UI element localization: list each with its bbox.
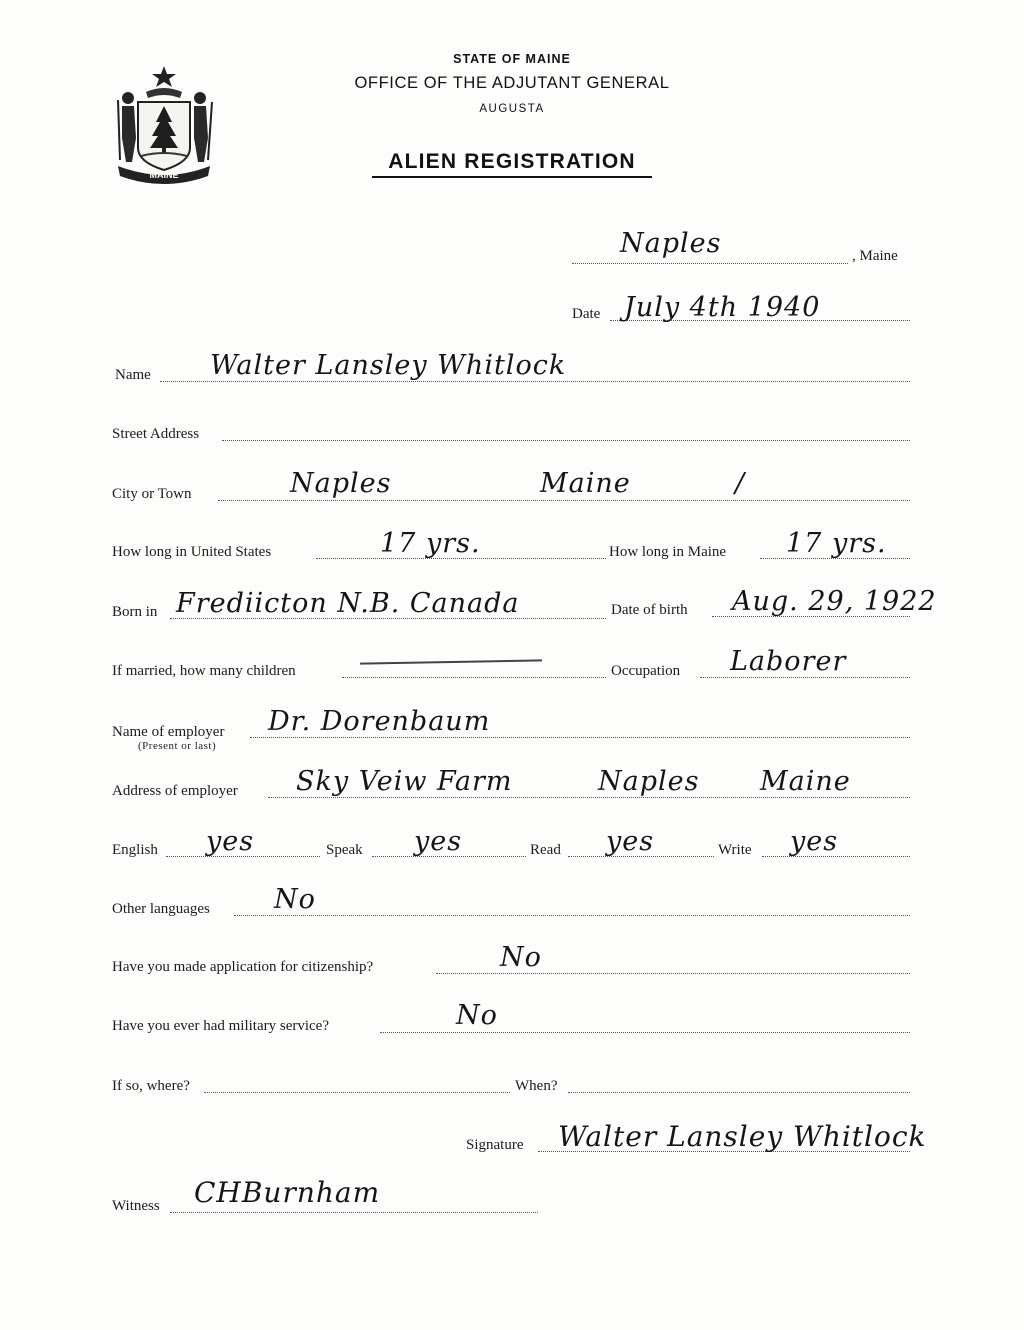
english-entry: yes — [206, 826, 255, 857]
children-line — [342, 677, 606, 678]
read-entry: yes — [606, 826, 655, 857]
date-label: Date — [572, 306, 601, 322]
other-languages-line — [234, 915, 910, 916]
name-entry: Walter Lansley Whitlock — [210, 350, 567, 381]
city-label: City or Town — [112, 486, 192, 502]
citizenship-label: Have you made application for citizenship? — [112, 959, 374, 975]
occupation-entry: Laborer — [730, 646, 847, 677]
employer-address-line — [268, 797, 910, 798]
speak-label: Speak — [326, 842, 363, 858]
where-line — [204, 1092, 510, 1093]
where-label: If so, where? — [112, 1078, 190, 1094]
occupation-line — [700, 677, 910, 678]
english-label: English — [112, 842, 158, 858]
employer-label: Name of employer — [112, 724, 225, 740]
date-of-birth-entry: Aug. 29, 1922 — [732, 586, 937, 617]
name-label: Name — [115, 367, 151, 383]
street-label: Street Address — [112, 426, 200, 442]
place-line — [572, 263, 848, 264]
place-entry: Naples — [620, 228, 722, 259]
citizenship-line — [436, 973, 910, 974]
employer-address-label: Address of employer — [112, 783, 238, 799]
how-long-maine-entry: 17 yrs. — [786, 528, 887, 559]
other-languages-entry: No — [274, 884, 316, 915]
seal-banner-text: MAINE — [149, 170, 179, 180]
born-in-label: Born in — [112, 604, 158, 620]
witness-line — [170, 1212, 538, 1213]
header-city: AUGUSTA — [479, 103, 545, 115]
how-long-us-entry: 17 yrs. — [380, 528, 481, 559]
employer-line — [250, 737, 910, 738]
city-line — [218, 500, 910, 501]
header-state: STATE OF MAINE — [453, 52, 571, 66]
occupation-label: Occupation — [611, 663, 681, 679]
other-languages-label: Other languages — [112, 901, 210, 917]
employer-note: (Present or last) — [138, 740, 217, 752]
signature-label: Signature — [466, 1137, 524, 1153]
military-line — [380, 1032, 910, 1033]
employer-entry: Dr. Dorenbaum — [268, 706, 491, 737]
employer-state-entry: Maine — [760, 766, 851, 797]
title-underline — [372, 176, 652, 178]
write-entry: yes — [790, 826, 839, 857]
military-entry: No — [456, 1000, 498, 1031]
street-line — [222, 440, 910, 441]
children-strike-mark — [360, 659, 542, 664]
how-long-us-label: How long in United States — [112, 544, 272, 560]
military-label: Have you ever had military service? — [112, 1018, 329, 1034]
born-in-entry: Frediicton N.B. Canada — [176, 588, 520, 619]
city-state-entry: Maine — [540, 468, 631, 499]
speak-entry: yes — [414, 826, 463, 857]
name-line — [160, 381, 910, 382]
read-label: Read — [530, 842, 561, 858]
when-line — [568, 1092, 910, 1093]
witness-label: Witness — [112, 1198, 160, 1214]
place-suffix-label: , Maine — [852, 248, 898, 264]
employer-address-entry: Sky Veiw Farm — [296, 766, 513, 797]
how-long-maine-label: How long in Maine — [609, 544, 727, 560]
date-entry: July 4th 1940 — [624, 292, 821, 323]
when-label: When? — [515, 1078, 558, 1094]
signature-entry: Walter Lansley Whitlock — [558, 1120, 927, 1153]
date-of-birth-label: Date of birth — [611, 602, 688, 618]
city-entry: Naples — [290, 468, 392, 499]
header-office: OFFICE OF THE ADJUTANT GENERAL — [354, 74, 670, 92]
form-title: ALIEN REGISTRATION — [388, 150, 636, 173]
employer-town-entry: Naples — [598, 766, 700, 797]
witness-entry: CHBurnham — [194, 1176, 381, 1209]
city-mark: / — [735, 468, 746, 499]
write-label: Write — [718, 842, 752, 858]
citizenship-entry: No — [500, 942, 542, 973]
children-label: If married, how many children — [112, 663, 296, 679]
